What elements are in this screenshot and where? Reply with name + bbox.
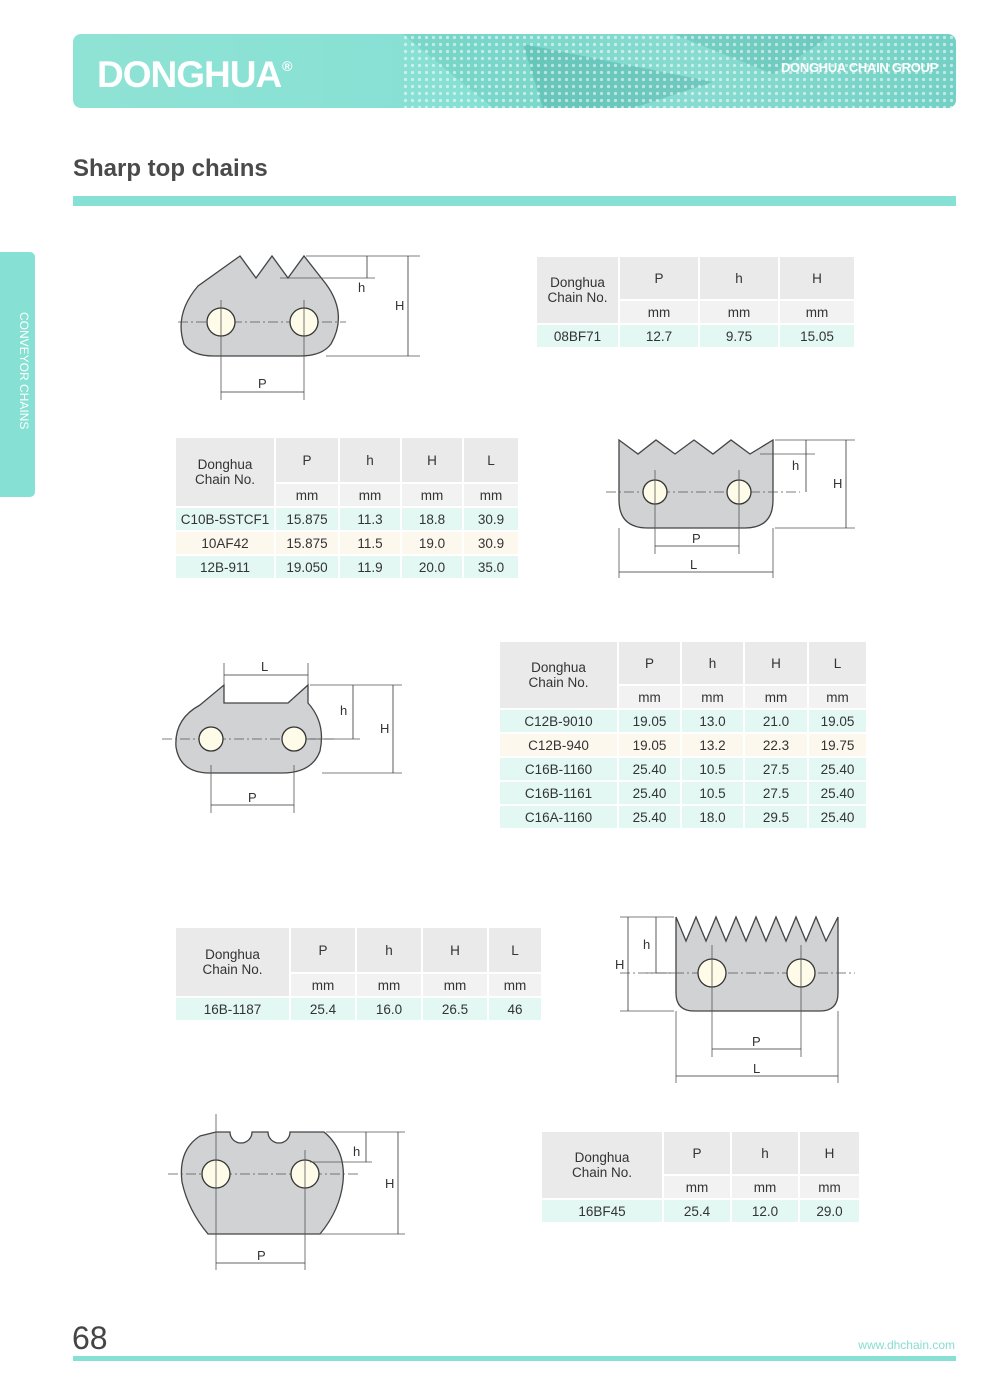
chain-no-cell: C16B-1160: [499, 757, 618, 781]
value-cell: 29.0: [799, 1199, 859, 1222]
footer-divider: [73, 1356, 956, 1361]
unit-header: mm: [744, 685, 808, 709]
col-header: L: [808, 641, 866, 685]
value-cell: 19.0: [401, 531, 463, 555]
chain-no-cell: 10AF42: [175, 531, 275, 555]
value-cell: 29.5: [744, 805, 808, 828]
dim-p: P: [248, 790, 257, 805]
diagram-c12b: [160, 655, 410, 820]
chain-no-header: Donghua Chain No.: [536, 256, 619, 324]
page-number: 68: [72, 1320, 108, 1356]
value-cell: 19.05: [808, 709, 866, 733]
col-header: H: [744, 641, 808, 685]
unit-header: mm: [401, 483, 463, 507]
dim-l: L: [753, 1061, 761, 1076]
dim-h: h: [340, 703, 348, 718]
table-row: [499, 733, 866, 757]
chain-no-cell: C12B-9010: [499, 709, 618, 733]
value-cell: 19.05: [618, 709, 681, 733]
table-row: [499, 757, 866, 781]
value-cell: 46: [488, 997, 541, 1020]
unit-header: mm: [663, 1175, 731, 1199]
col-header: H: [422, 927, 488, 973]
value-cell: 9.75: [699, 324, 779, 347]
dim-H: H: [380, 721, 390, 736]
value-cell: 30.9: [463, 531, 518, 555]
unit-header: mm: [463, 483, 518, 507]
col-header: P: [619, 256, 699, 300]
value-cell: 16.0: [356, 997, 422, 1020]
value-cell: 11.5: [339, 531, 401, 555]
col-header: P: [290, 927, 356, 973]
value-cell: 13.2: [681, 733, 744, 757]
value-cell: 20.0: [401, 555, 463, 578]
dim-h: h: [643, 937, 651, 952]
chain-no-cell: 12B-911: [175, 555, 275, 578]
unit-header: mm: [699, 300, 779, 324]
unit-header: mm: [290, 973, 356, 997]
dim-l: L: [690, 557, 698, 572]
dim-H: H: [395, 298, 405, 313]
unit-header: mm: [488, 973, 541, 997]
value-cell: 19.050: [275, 555, 339, 578]
value-cell: 15.05: [779, 324, 854, 347]
value-cell: 25.40: [618, 781, 681, 805]
side-tab-label: CONVEYOR CHAINS: [17, 312, 31, 430]
header-banner: [73, 34, 956, 108]
col-header: L: [488, 927, 541, 973]
unit-header: mm: [779, 300, 854, 324]
table-row: [541, 1199, 859, 1222]
dim-H: H: [833, 476, 843, 491]
unit-header: mm: [356, 973, 422, 997]
chain-no-cell: 08BF71: [536, 324, 619, 347]
dim-H: H: [615, 957, 625, 972]
diagram-16b1187: [600, 905, 870, 1090]
value-cell: 35.0: [463, 555, 518, 578]
value-cell: 25.4: [663, 1199, 731, 1222]
unit-header: mm: [799, 1175, 859, 1199]
spec-table-c12b: [498, 640, 866, 828]
col-header: H: [779, 256, 854, 300]
chain-no-cell: C16B-1161: [499, 781, 618, 805]
table-row: [175, 997, 541, 1020]
table-row: [175, 555, 518, 578]
group-name: DONGHUA CHAIN GROUP: [780, 60, 938, 75]
spec-table-08bf71: [535, 255, 854, 347]
website-link[interactable]: www.dhchain.com: [858, 1338, 955, 1352]
dim-l: L: [261, 659, 269, 674]
dim-p: P: [257, 1248, 266, 1263]
unit-header: mm: [808, 685, 866, 709]
dim-p: P: [752, 1034, 761, 1049]
value-cell: 10.5: [681, 781, 744, 805]
col-header: H: [401, 437, 463, 483]
unit-header: mm: [618, 685, 681, 709]
table-row: [499, 709, 866, 733]
value-cell: 30.9: [463, 507, 518, 531]
value-cell: 12.0: [731, 1199, 799, 1222]
col-header: h: [339, 437, 401, 483]
dim-p: P: [258, 376, 267, 391]
dim-h: h: [358, 280, 366, 295]
value-cell: 15.875: [275, 531, 339, 555]
donghua-logo: DONGHUA®: [97, 54, 292, 95]
value-cell: 25.40: [808, 781, 866, 805]
diagram-c10b: [600, 430, 870, 580]
unit-header: mm: [619, 300, 699, 324]
col-header: h: [681, 641, 744, 685]
col-header: H: [799, 1131, 859, 1175]
unit-header: mm: [339, 483, 401, 507]
value-cell: 12.7: [619, 324, 699, 347]
col-header: h: [356, 927, 422, 973]
value-cell: 27.5: [744, 757, 808, 781]
chain-no-header: Donghua Chain No.: [175, 437, 275, 507]
dim-H: H: [385, 1176, 395, 1191]
value-cell: 15.875: [275, 507, 339, 531]
chain-no-cell: 16BF45: [541, 1199, 663, 1222]
col-header: P: [618, 641, 681, 685]
value-cell: 26.5: [422, 997, 488, 1020]
title-divider: [73, 196, 956, 206]
value-cell: 11.3: [339, 507, 401, 531]
table-row: [499, 781, 866, 805]
col-header: h: [731, 1131, 799, 1175]
col-header: L: [463, 437, 518, 483]
spec-table-16b1187: [174, 926, 541, 1020]
unit-header: mm: [422, 973, 488, 997]
table-row: [536, 324, 854, 347]
value-cell: 19.75: [808, 733, 866, 757]
chain-no-cell: C16A-1160: [499, 805, 618, 828]
value-cell: 18.0: [681, 805, 744, 828]
value-cell: 13.0: [681, 709, 744, 733]
diagram-16bf45: [160, 1110, 420, 1280]
value-cell: 25.40: [808, 805, 866, 828]
spec-table-c10b: [174, 436, 518, 578]
value-cell: 25.40: [618, 805, 681, 828]
chain-no-header: Donghua Chain No.: [499, 641, 618, 709]
table-row: [499, 805, 866, 828]
chain-no-cell: C12B-940: [499, 733, 618, 757]
value-cell: 25.4: [290, 997, 356, 1020]
chain-no-cell: C10B-5STCF1: [175, 507, 275, 531]
col-header: h: [699, 256, 779, 300]
dim-p: P: [692, 531, 701, 546]
chain-no-header: Donghua Chain No.: [175, 927, 290, 997]
unit-header: mm: [275, 483, 339, 507]
dim-h: h: [792, 458, 800, 473]
chain-no-header: Donghua Chain No.: [541, 1131, 663, 1199]
table-row: [175, 507, 518, 531]
value-cell: 18.8: [401, 507, 463, 531]
spec-table-16bf45: [540, 1130, 859, 1222]
dim-h: h: [353, 1144, 361, 1159]
col-header: P: [275, 437, 339, 483]
value-cell: 10.5: [681, 757, 744, 781]
page-title: Sharp top chains: [73, 155, 268, 182]
value-cell: 22.3: [744, 733, 808, 757]
value-cell: 11.9: [339, 555, 401, 578]
diagram-08bf71: [160, 240, 440, 410]
unit-header: mm: [731, 1175, 799, 1199]
table-row: [175, 531, 518, 555]
value-cell: 25.40: [618, 757, 681, 781]
unit-header: mm: [681, 685, 744, 709]
value-cell: 25.40: [808, 757, 866, 781]
chain-no-cell: 16B-1187: [175, 997, 290, 1020]
col-header: P: [663, 1131, 731, 1175]
value-cell: 21.0: [744, 709, 808, 733]
value-cell: 19.05: [618, 733, 681, 757]
value-cell: 27.5: [744, 781, 808, 805]
